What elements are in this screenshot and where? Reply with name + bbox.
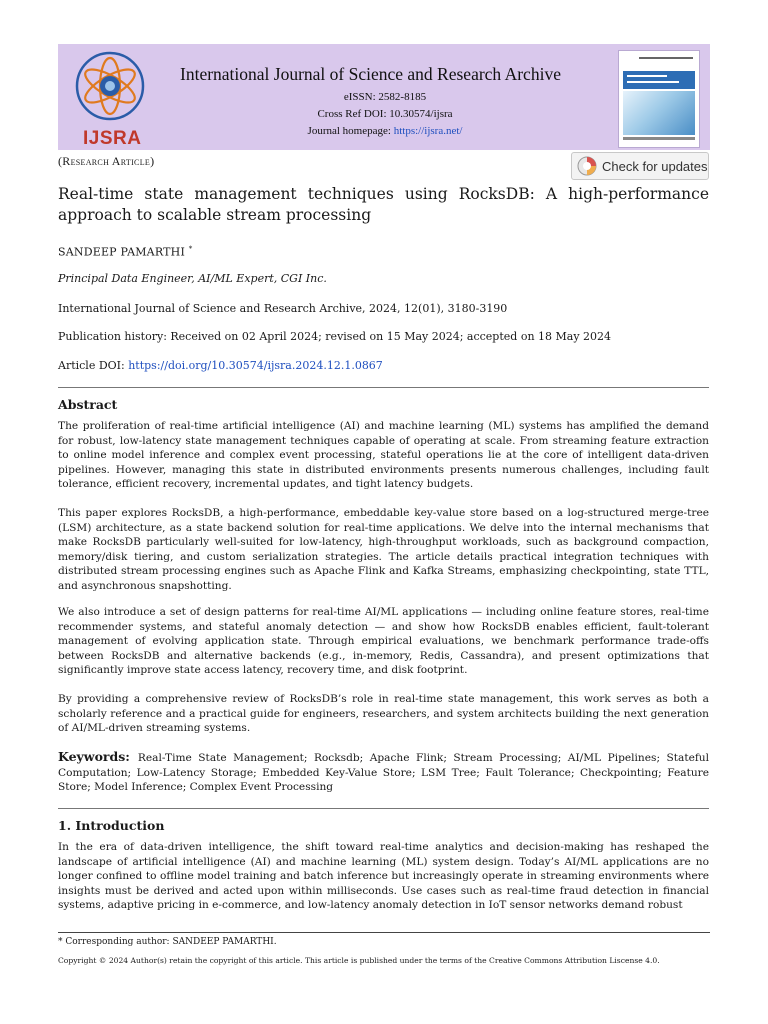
abstract-paragraph-2: This paper explores RocksDB, a high-performance, embeddable key-value store based on a log-structured merge-tree (LSM) architecture, as a state backend solution for real-time applications. We delve into the internal mechanisms that make RocksDB particularly well-suited for low-latency, high-throughput workloads, such as background compaction, memory/disk tiering, and custom serialization strategies. The article details practical integration techniques with distributed stream processing engines such as Apache Flink and Kafka Streams, emphasizing checkpointing, state TTL, and asynchronous snapshotting. <box>58 507 709 592</box>
author-affiliation: Principal Data Engineer, AI/ML Expert, CGI Inc. <box>58 272 327 285</box>
check-for-updates-button[interactable] <box>571 152 709 180</box>
journal-header <box>58 44 710 150</box>
journal-logo <box>64 48 154 149</box>
abstract-paragraph-4: By providing a comprehensive review of RocksDB’s role in real-time state management, this work serves as both a scholarly reference and a practical guide for engineers, researchers, and system architects building the next generation of AI/ML-driven streaming systems. <box>58 693 709 735</box>
check-updates-icon <box>577 156 597 176</box>
abstract-heading: Abstract <box>58 397 118 412</box>
article-doi <box>58 358 709 373</box>
doi-link[interactable]: https://doi.org/10.30574/ijsra.2024.12.1.0867 <box>128 359 383 372</box>
crossref-doi: Cross Ref DOI: 10.30574/ijsra <box>317 108 453 120</box>
logo-wordmark: IJSRA <box>83 128 142 149</box>
keywords-label: Keywords: <box>58 749 130 764</box>
citation: International Journal of Science and Research Archive, 2024, 12(01), 3180-3190 <box>58 302 508 315</box>
abstract-paragraph-1: The proliferation of real-time artificial intelligence (AI) and machine learning (ML) systems has amplified the demand for robust, low-latency state management techniques capable of operating at scale. From streaming feature extraction to online model inference and complex event processing, stateful operations lie at the core of intelligent data-driven pipelines. However, managing this state in distributed environments presents numerous challenges, including fault tolerance, efficient recovery, incremental updates, and tight latency budgets. <box>58 420 709 491</box>
footnote-divider <box>58 932 710 933</box>
publication-history: Publication history: Received on 02 April 2024; revised on 15 May 2024; accepted on 18 May 2024 <box>58 330 612 343</box>
article-type: (Research Article) <box>58 154 155 168</box>
journal-homepage <box>180 125 590 137</box>
keywords <box>58 750 709 795</box>
divider <box>58 387 709 388</box>
corresponding-author-mark: * <box>188 245 193 253</box>
keywords-list: Real-Time State Management; Rocksdb; Apache Flink; Stream Processing; AI/ML Pipelines; Stateful Computation; Low-Latency Storage; Embedded Key-Value Store; LSM Tree; Fault Tolerance; Checkpointing; Feature Store; Model Inference; Complex Event Processing <box>58 752 709 794</box>
journal-cover-thumbnail <box>618 50 700 148</box>
introduction-paragraph: In the era of data-driven intelligence, the shift toward real-time analytics and decision-making has reshaped the landscape of artificial intelligence (AI) and machine learning (ML) system design. Today’s AI/ML applications are no longer confined to offline model training and batch inference but increasingly operate in streaming environments where insights must be derived and acted upon within milliseconds. Use cases such as real-time fraud detection in financial systems, adaptive pricing in e-commerce, and low-latency anomaly detection in IoT sensor networks demand robust <box>58 841 709 912</box>
doi-label: Article DOI: <box>58 359 129 372</box>
abstract-paragraph-3: We also introduce a set of design patterns for real-time AI/ML applications — including online feature stores, real-time recommender systems, and stateful anomaly detection — and show how RocksDB enables efficient, fault-tolerant management of evolving application state. Through empirical evaluations, we benchmark performance trade-offs between RocksDB and alternative backends (e.g., in-memory, Redis, Cassandra), and present optimizations that significantly improve state access latency, recovery time, and disk footprint. <box>58 606 709 677</box>
homepage-label: Journal homepage: <box>307 125 394 137</box>
divider <box>58 808 709 809</box>
introduction-heading: 1. Introduction <box>58 818 165 833</box>
corresponding-author-footnote: * Corresponding author: SANDEEP PAMARTHI. <box>58 937 277 947</box>
check-updates-label: Check for updates <box>602 158 708 174</box>
author-line <box>58 242 709 260</box>
atom-logo-icon <box>64 48 154 128</box>
homepage-link[interactable]: https://ijsra.net/ <box>393 125 463 137</box>
journal-title: International Journal of Science and Research Archive <box>180 64 561 84</box>
copyright-notice: Copyright © 2024 Author(s) retain the copyright of this article. This article is published under the terms of the Creative Commons Attribution Liscense 4.0. <box>58 956 660 965</box>
author-name: SANDEEP PAMARTHI <box>58 245 185 259</box>
article-title: Real-time state management techniques using RocksDB: A high-performance approach to scalable stream processing <box>58 185 709 224</box>
eissn: eISSN: 2582-8185 <box>343 91 427 103</box>
